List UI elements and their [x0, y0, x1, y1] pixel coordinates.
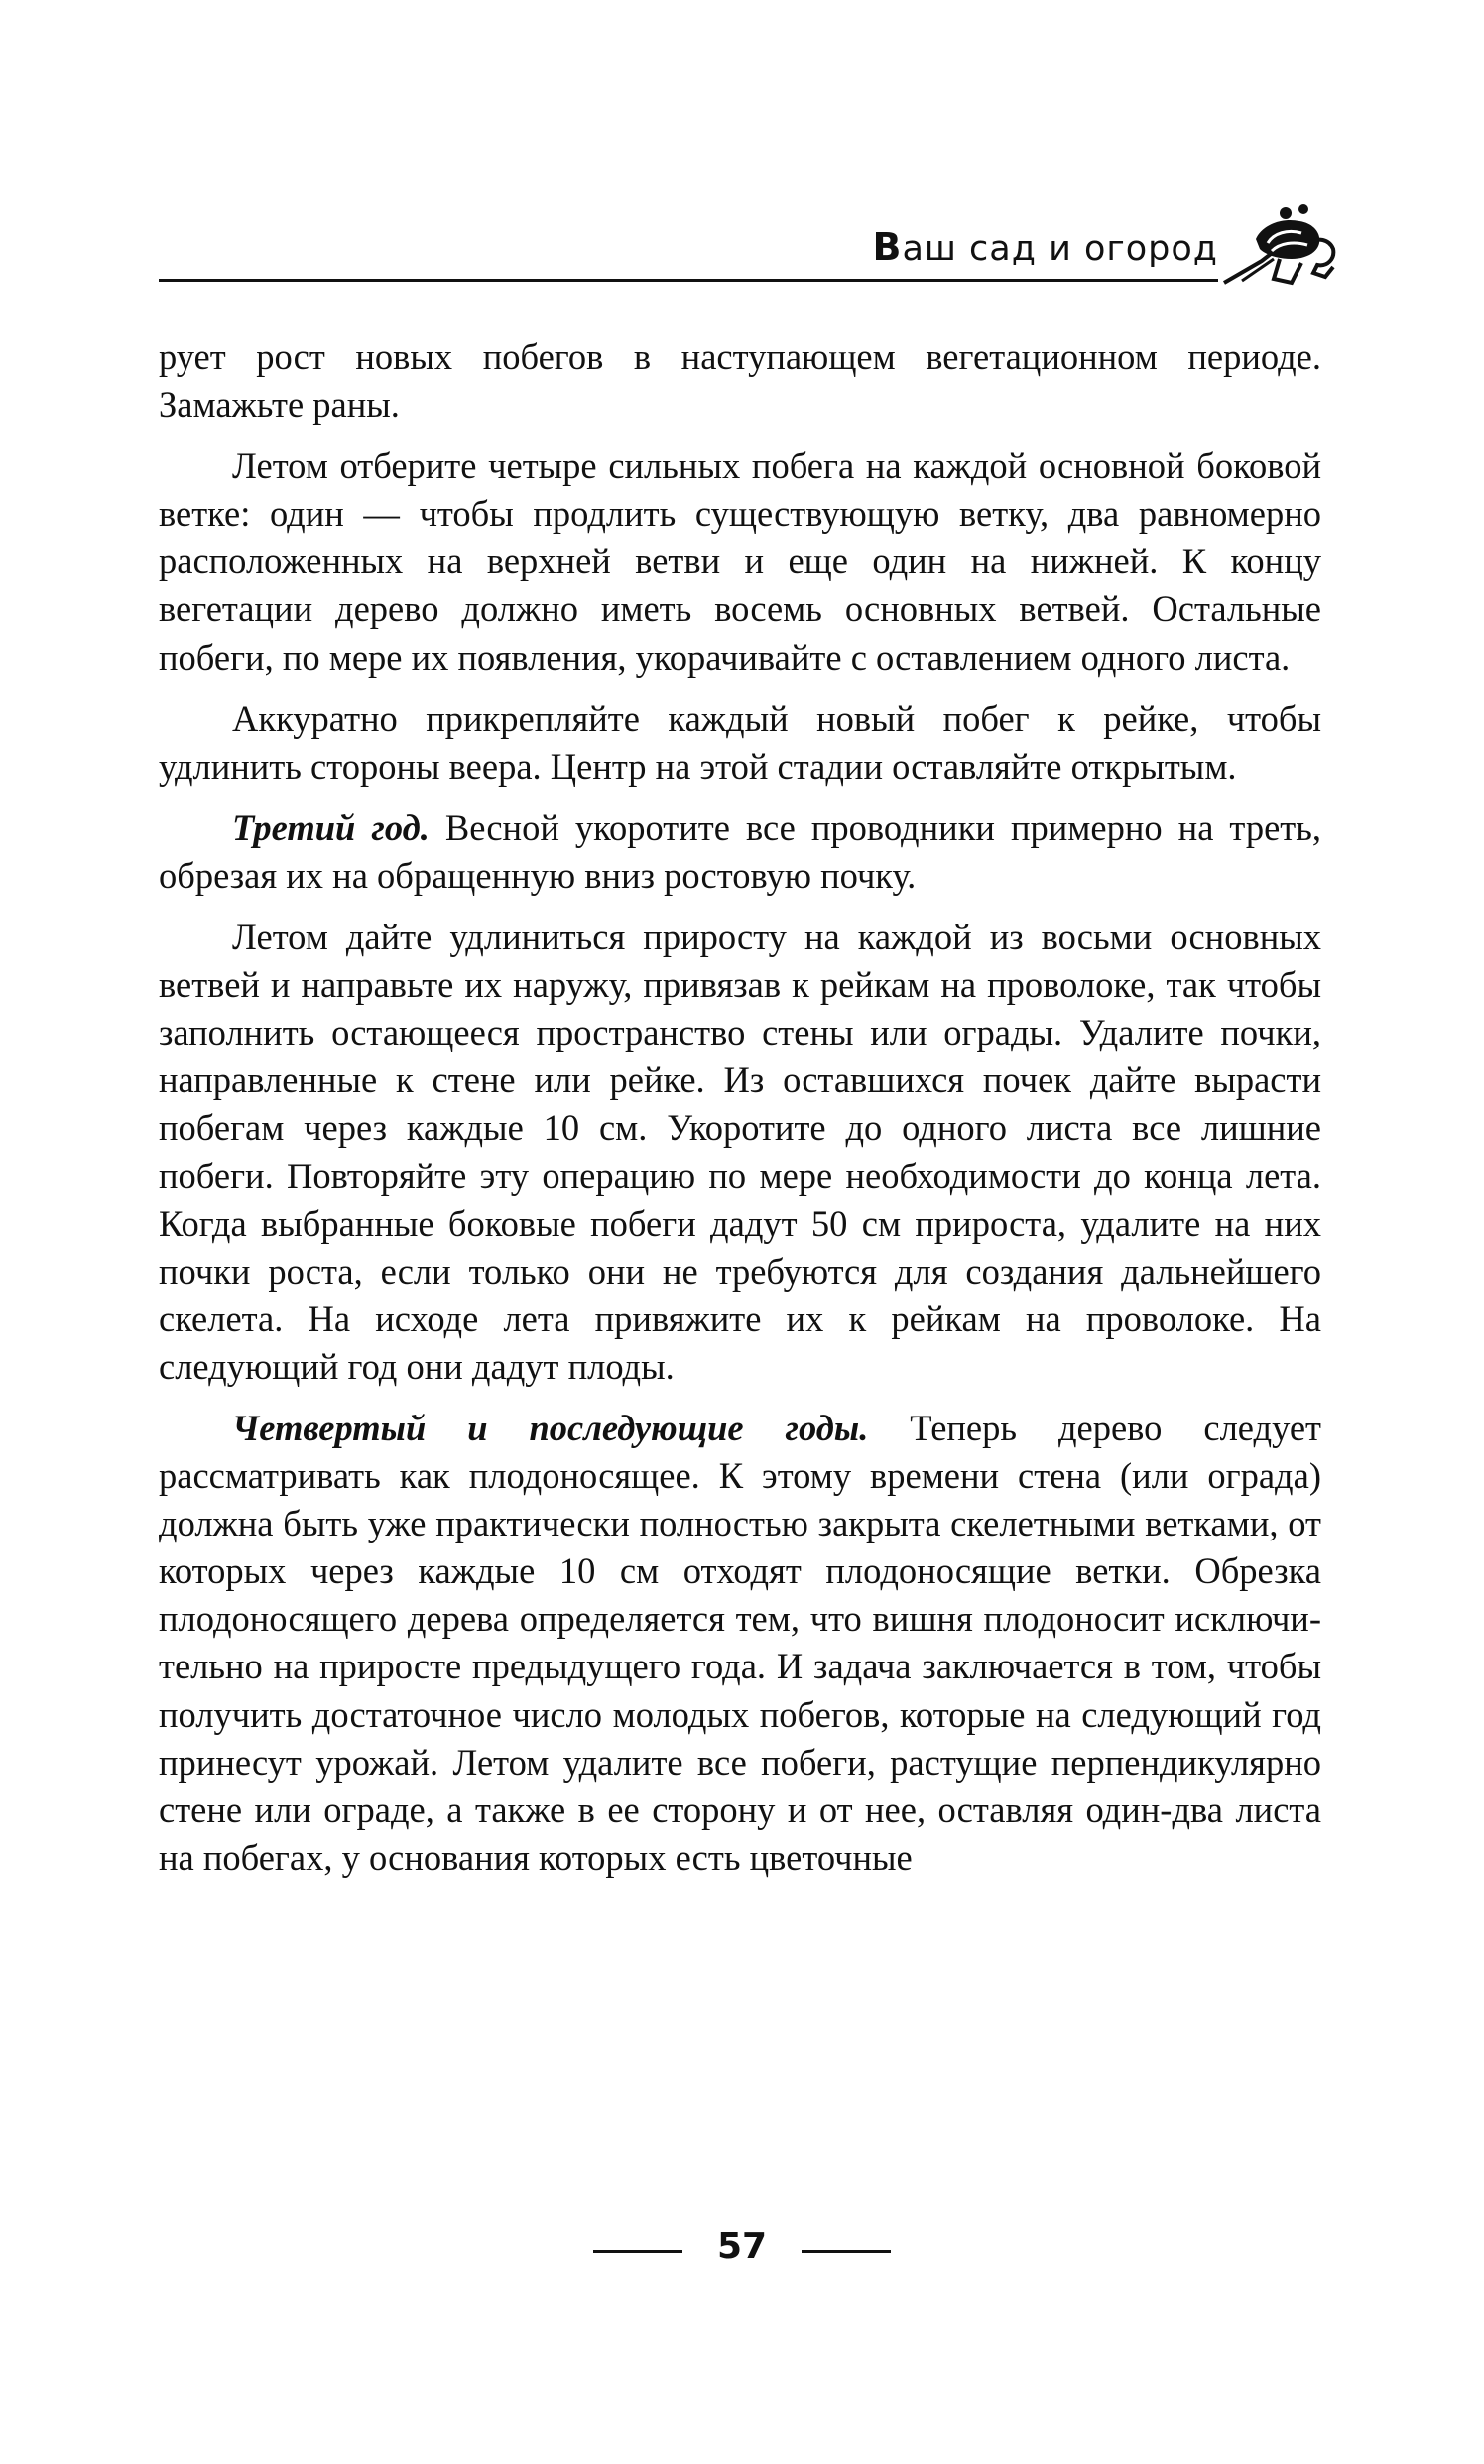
paragraph-text: рует рост новых побегов в наступающем вегетационном периоде. Замажьте раны. [159, 336, 1321, 426]
paragraph-text: Летом отберите четыре сильных побега на каждой основной боковой ветке: один — чтобы продлить существующую ветку, два равномерно расположенных на верхней ветви и еще один на нижней. К концу вегетации дерево должно иметь восемь основных ветвей. Остальные побеги, по мере их появления, укорачивайте с оставлением одного листа. [159, 445, 1321, 678]
section-run-in-heading: Третий год. [232, 806, 430, 848]
paragraph-text: Летом дайте удлиниться приросту на каждой из восьми основных ветвей и направьте их наружу, привязав к рейкам на проволоке, так чтобы заполнить остающееся пространство стены или ограды. Удалите почки, направленные к стене или рейке. Из оставшихся почек дайте вырасти побегам через каждые 10 см. Укоротите до одного листа все лишние побеги. Повторяйте эту операцию по мере необходимости до конца лета. Когда выбранные боковые побеги дадут 50 см прироста, удалите на них почки роста, если только они не требуются для создания дальнейшего скелета. На исходе лета привяжите их к рейкам на проволоке. На следующий год они дадут плоды. [159, 917, 1321, 1387]
page-number: 57 [716, 2226, 768, 2267]
paragraph-text: Теперь дерево следует рассматривать как плодоносящее. К этому времени стена (или ограда) должна быть уже практически полностью закрыта скелетными ветками, от которых через каждые 10 см отходят плодоносящие ветки. Обрезка плодоносящего дерева определяется тем, что вишня плодоносит исключительно на приросте предыдущего года. И задача заключается в том, чтобы получить достаточное число молодых побегов, которые на следующий год принесут урожай. Летом удалите все побеги, растущие перпендикулярно стене или ограде, а также в ее сторону и от нее, оставляя один-два листа на побегах, у основания которых есть цветочные [159, 1407, 1321, 1878]
page-footer [0, 2226, 1484, 2276]
sheaf-emblem-icon [1222, 203, 1341, 287]
running-header-title [872, 225, 1218, 269]
running-header-text: аш сад и огород [902, 229, 1218, 269]
header-rule [159, 279, 1218, 282]
paragraph [159, 1405, 1321, 1882]
section-run-in-heading: Четвертый и последующие годы. [232, 1407, 869, 1448]
folio-dash-right [802, 2250, 891, 2253]
paragraph [159, 442, 1321, 680]
body-text [159, 333, 1321, 1882]
running-header-initial: В [872, 225, 903, 269]
paragraph [159, 804, 1321, 900]
folio-dash-left [593, 2250, 682, 2253]
paragraph-text: Весной укоротите все проводники примерно на треть, обрезая их на обращенную вниз ростовую почку. [159, 806, 1321, 896]
running-header [159, 203, 1341, 283]
paragraph [159, 695, 1321, 791]
paragraph [159, 914, 1321, 1391]
paragraph-text: Аккуратно прикрепляйте каждый новый побег к рейке, чтобы удлинить стороны веера. Центр на этой стадии оставляйте открытым. [159, 697, 1321, 787]
paragraph [159, 333, 1321, 429]
